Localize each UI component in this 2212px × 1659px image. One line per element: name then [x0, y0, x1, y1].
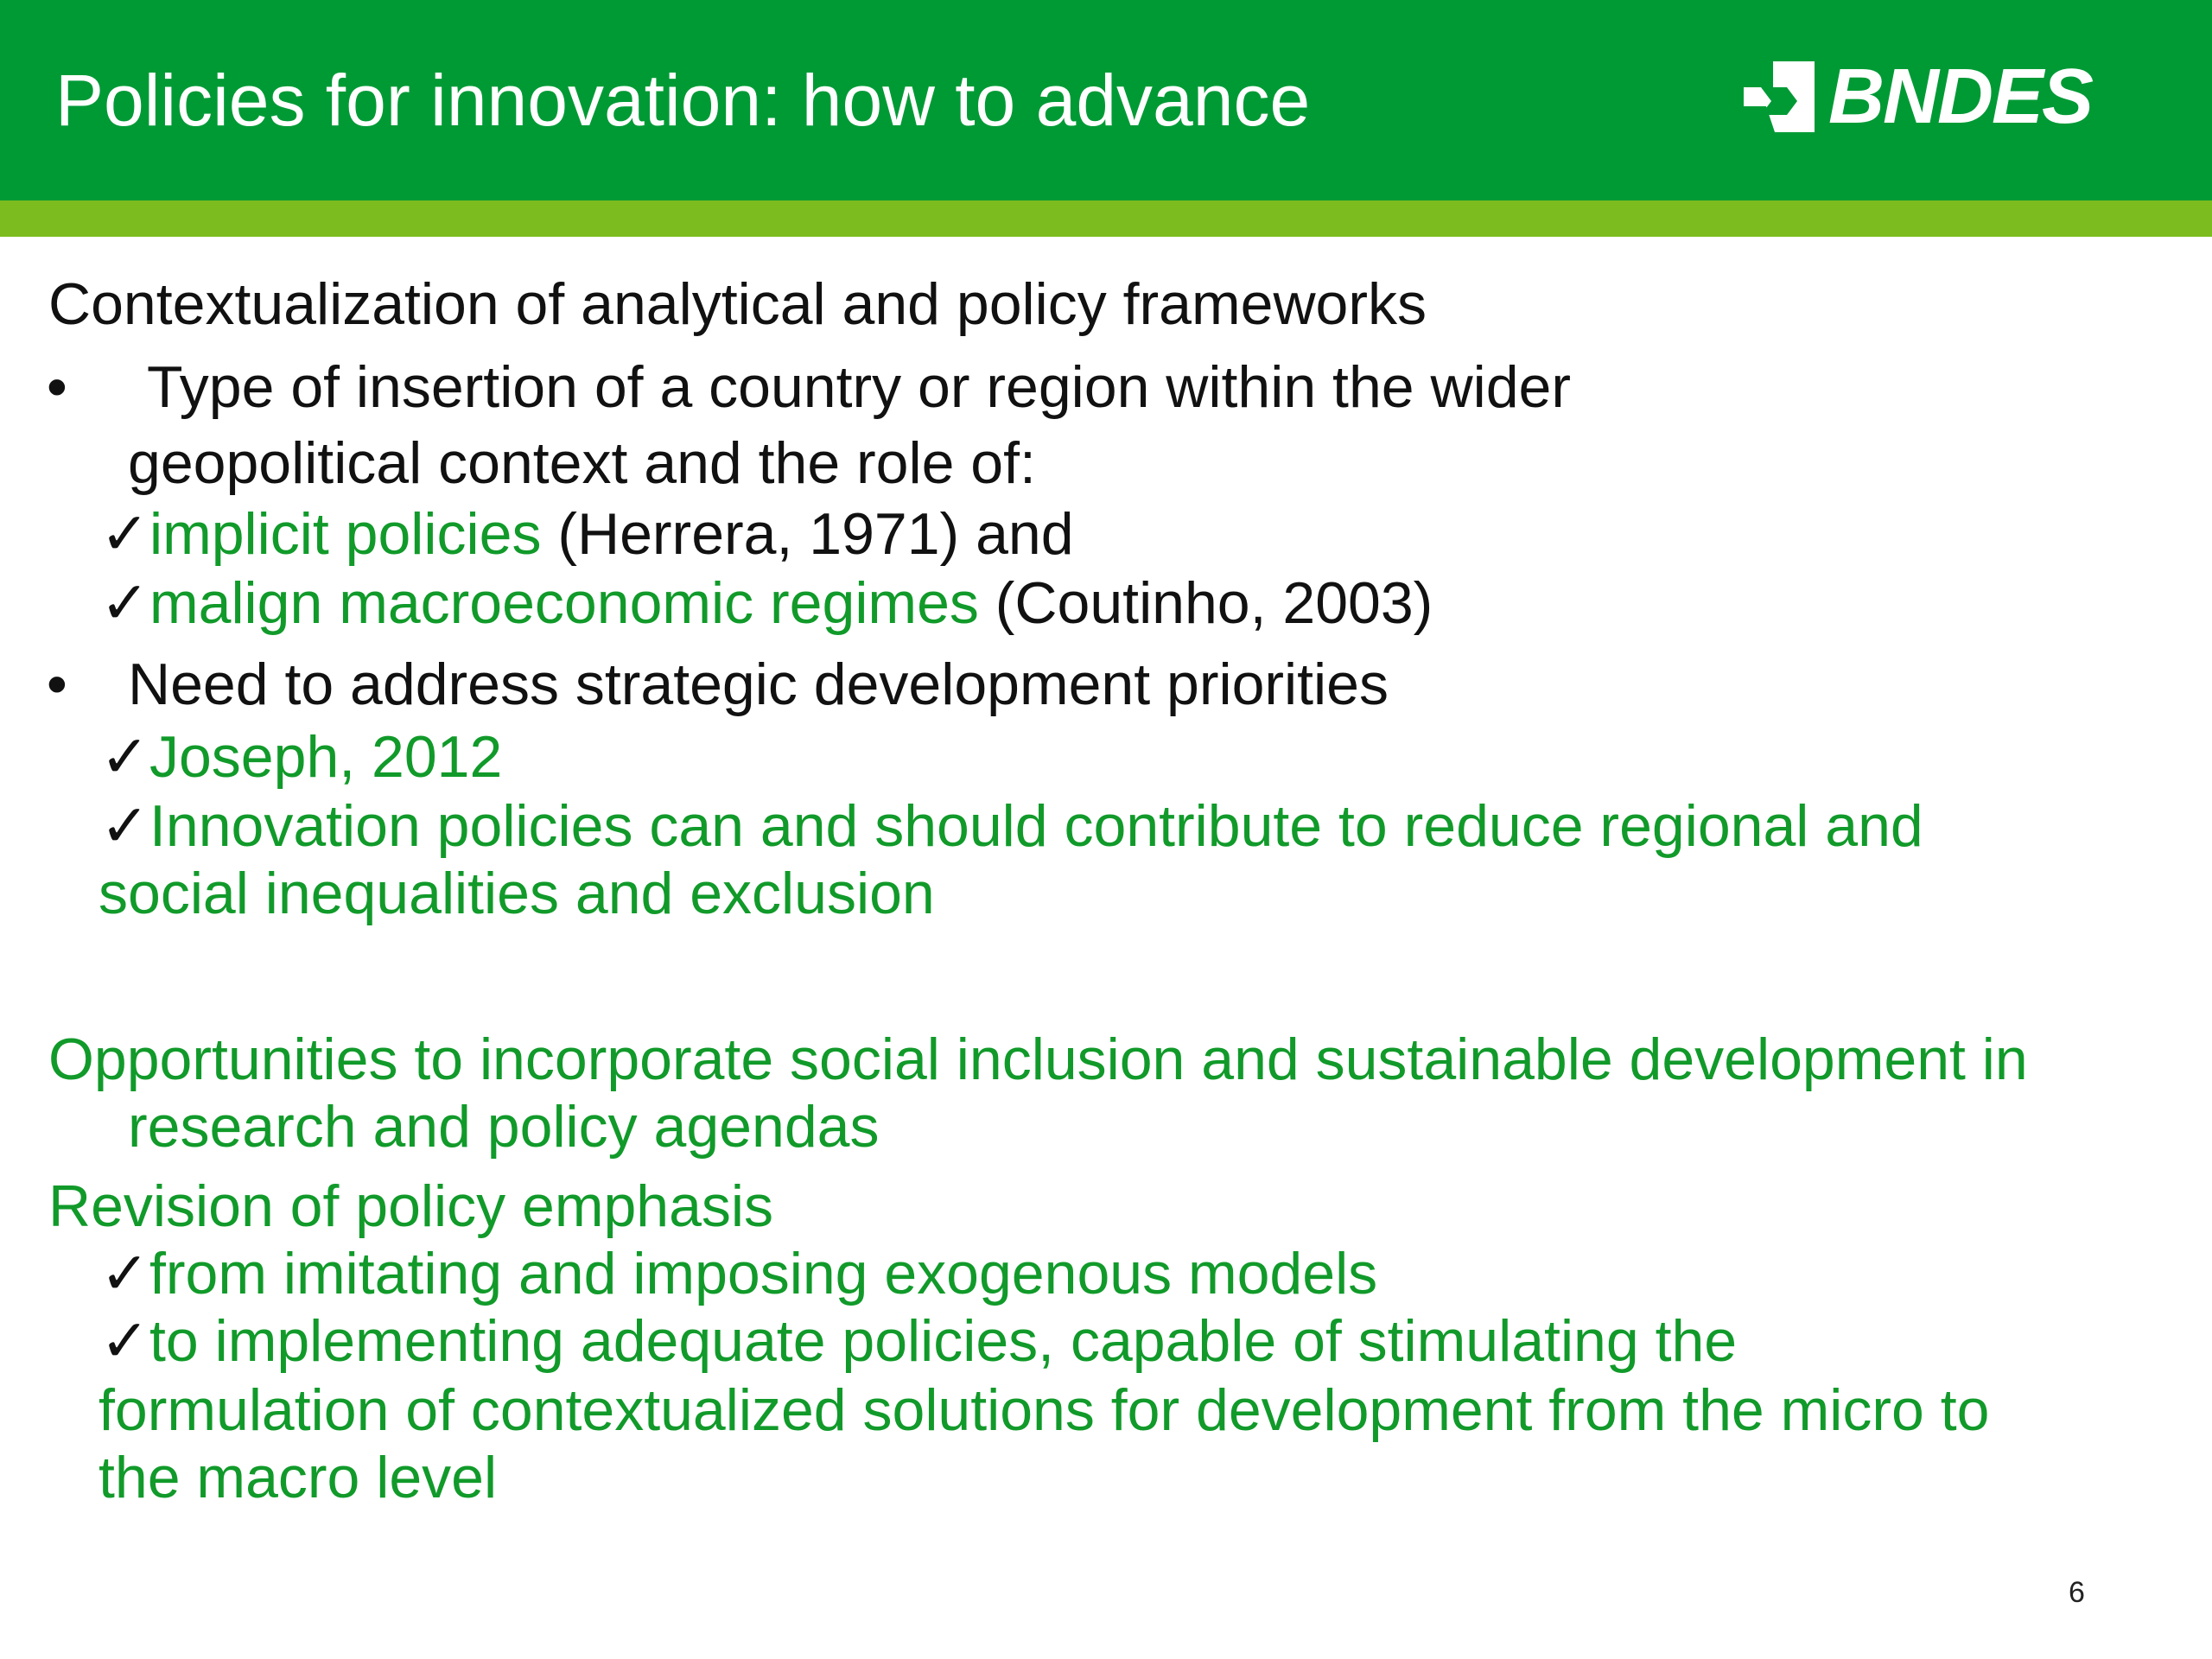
highlight-text: from imitating and imposing exogenous models: [149, 1241, 1378, 1306]
highlight-text: implicit policies: [149, 501, 542, 567]
citation-text: (Herrera, 1971) and: [541, 501, 1074, 567]
check-icon: ✓: [100, 501, 149, 567]
check-item-implementing: [100, 1306, 1737, 1376]
section-heading-contextualization: Contextualization of analytical and policy frameworks: [48, 271, 1427, 337]
opportunities-line2: research and policy agendas: [128, 1094, 880, 1160]
page-number: 6: [2069, 1576, 2085, 1609]
highlight-text: malign macroeconomic regimes: [149, 570, 979, 636]
check-item-implicit-policies: [100, 499, 1074, 569]
check-item-joseph: [100, 722, 502, 791]
check-item-implementing-line2: formulation of contextualized solutions for development from the micro to: [99, 1377, 1990, 1443]
highlight-text: Joseph, 2012: [149, 724, 503, 790]
bullet-text-line2: geopolitical context and the role of:: [128, 430, 1036, 496]
highlight-text: to implementing adequate policies, capable of stimulating the: [149, 1308, 1738, 1374]
logo-text: BNDES: [1828, 54, 2093, 140]
bullet-text-line1: Type of insertion of a country or region within the wider: [147, 354, 1571, 420]
check-item-macroeconomic: [100, 569, 1433, 638]
check-icon: ✓: [100, 793, 149, 859]
check-icon: ✓: [100, 1241, 149, 1306]
check-item-imitating: [100, 1239, 1377, 1308]
bullet-icon: •: [47, 354, 67, 420]
check-icon: ✓: [100, 1308, 149, 1374]
slide-title: Policies for innovation: how to advance: [55, 60, 1311, 141]
check-item-innovation-policies: [100, 791, 1923, 861]
bullet-text: Need to address strategic development priorities: [128, 652, 1389, 717]
bullet-icon: •: [47, 652, 67, 717]
revision-heading: Revision of policy emphasis: [48, 1173, 774, 1239]
check-item-innovation-policies-line2: social inequalities and exclusion: [99, 861, 935, 926]
check-icon: ✓: [100, 570, 149, 636]
highlight-text: Innovation policies can and should contribute to reduce regional and: [149, 793, 1923, 859]
check-icon: ✓: [100, 724, 149, 790]
opportunities-line1: Opportunities to incorporate social inclusion and sustainable development in: [48, 1027, 2028, 1092]
check-item-implementing-line3: the macro level: [99, 1445, 498, 1510]
citation-text: (Coutinho, 2003): [978, 570, 1433, 636]
